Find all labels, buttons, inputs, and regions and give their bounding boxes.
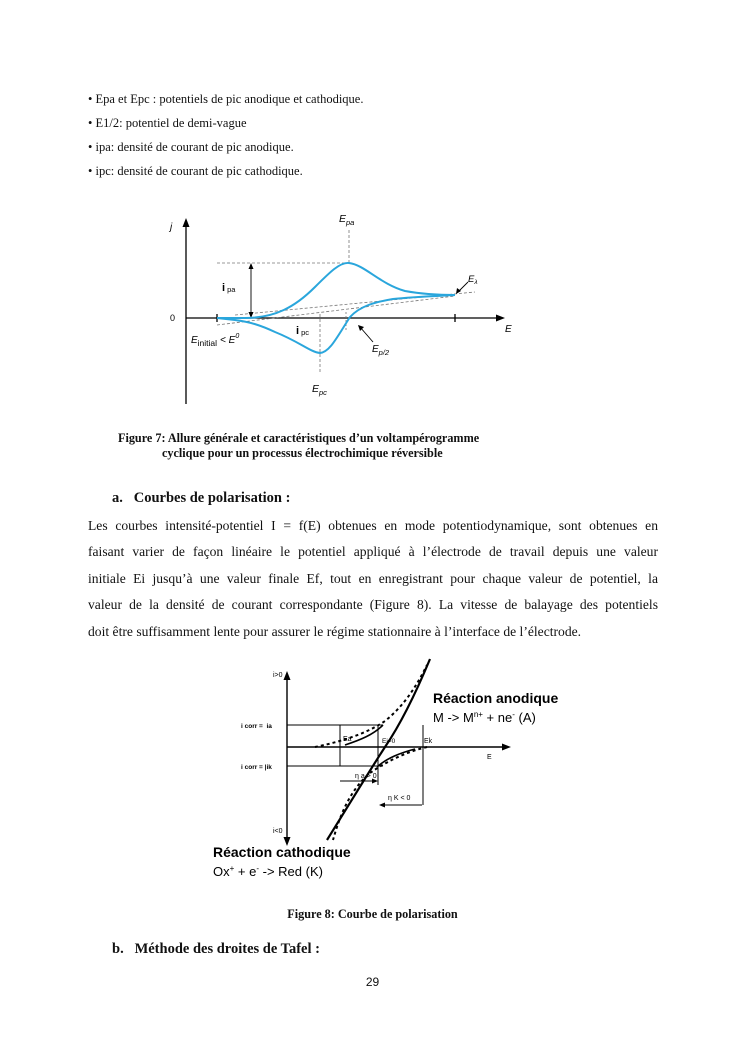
section-a-paragraph <box>88 513 658 645</box>
e-axis-label: E <box>487 754 492 761</box>
figure-8-caption: Figure 8: Courbe de polarisation <box>287 907 458 921</box>
section-a-heading: a. Courbes de polarisation : <box>112 490 291 506</box>
figure-8-polarisation-curve <box>205 655 575 885</box>
figure-7-voltammogram <box>165 212 535 407</box>
page-number: 29 <box>365 975 380 989</box>
definition-item: • ipa: densité de courant de pic anodique. <box>88 140 294 154</box>
baseline-anodic <box>217 296 455 325</box>
elambda-label: $E_\lambda$ <box>468 274 478 286</box>
e-axis-arrow <box>502 744 511 751</box>
caption-line: cyclique pour un processus électrochimique réversible <box>162 446 443 460</box>
figure-7-caption <box>118 431 618 461</box>
eta-a-label: η a > 0 <box>355 773 377 780</box>
caption-line: Figure 7: Allure générale et caractéristiques d’un voltampérogramme <box>118 431 480 445</box>
zero-label: 0 <box>170 313 176 323</box>
cathodic-sweep-curve <box>217 295 455 353</box>
section-b-heading: b. Méthode des droites de Tafel : <box>112 941 320 957</box>
paragraph-line: initiale Ei jusqu’à une valeur finale Ef, tout en enregistrant pour chaque valeur de potentiel, la <box>88 570 658 586</box>
eta-k-arrow-head <box>379 803 385 808</box>
cathodic-partial-curve <box>333 747 427 840</box>
ea-label: Ea <box>343 736 352 743</box>
paragraph-line: faisant varier de façon linéaire le potentiel appliqué à l’électrode de travail depuis une valeur <box>88 544 658 560</box>
ipc-label: i pc <box>296 325 309 337</box>
ep2-label: $E_{p/2}$ <box>372 344 390 357</box>
anodic-reaction-title: Réaction anodique <box>433 690 559 706</box>
cathodic-reaction-equation: Ox+ + e- -> Red (K) <box>213 864 323 879</box>
epc-label: $E_{pc}$ <box>312 383 327 397</box>
e-axis-arrow <box>496 315 505 322</box>
paragraph-line: Les courbes intensité-potentiel I = f(E) obtenues en mode potentiodynamique, sont obtenues en <box>88 518 658 533</box>
epa-label: $E_{pa}$ <box>339 213 355 227</box>
ipa-arrow-head-top <box>249 263 254 269</box>
definition-list <box>88 87 363 183</box>
j-axis-arrow <box>183 218 190 227</box>
paragraph-line: doit être suffisamment lente pour assurer le régime stationnaire à l’interface de l’électrode. <box>88 623 582 639</box>
icorr-ia-label: i corr = ia <box>241 723 272 730</box>
paragraph-line: valeur de la densité de courant correspondante (Figure 8). La vitesse de balayage des potentiels <box>88 597 658 613</box>
anodic-reaction-equation: $M -> M^{n+} + ne^-$ (A) <box>433 710 536 725</box>
ipa-label: i pa <box>222 282 236 294</box>
ei0-label: Ei=0 <box>382 738 396 745</box>
definition-item: • E1/2: potentiel de demi-vague <box>88 116 247 130</box>
axis-e-label: E <box>505 324 512 335</box>
i-positive-label: i>0 <box>273 672 283 679</box>
definition-item: • Epa et Epc : potentiels de pic anodique et cathodique. <box>88 92 364 106</box>
i-negative-label: i<0 <box>273 828 283 835</box>
anodic-sweep-curve <box>217 263 455 318</box>
definition-item: • ipc: densité de courant de pic cathodique. <box>88 164 303 178</box>
icorr-ik-label: i corr = |ik <box>241 764 272 771</box>
i-axis-arrow-top <box>284 671 291 680</box>
einitial-label: $E_{initial} < E^0$ <box>191 333 240 348</box>
ek-label: Ek <box>424 738 433 745</box>
eta-k-label: η K < 0 <box>388 795 411 802</box>
ep2-pointer <box>360 327 373 342</box>
cathodic-reaction-title: Réaction cathodique <box>213 844 351 860</box>
axis-j-label: j <box>170 222 173 233</box>
